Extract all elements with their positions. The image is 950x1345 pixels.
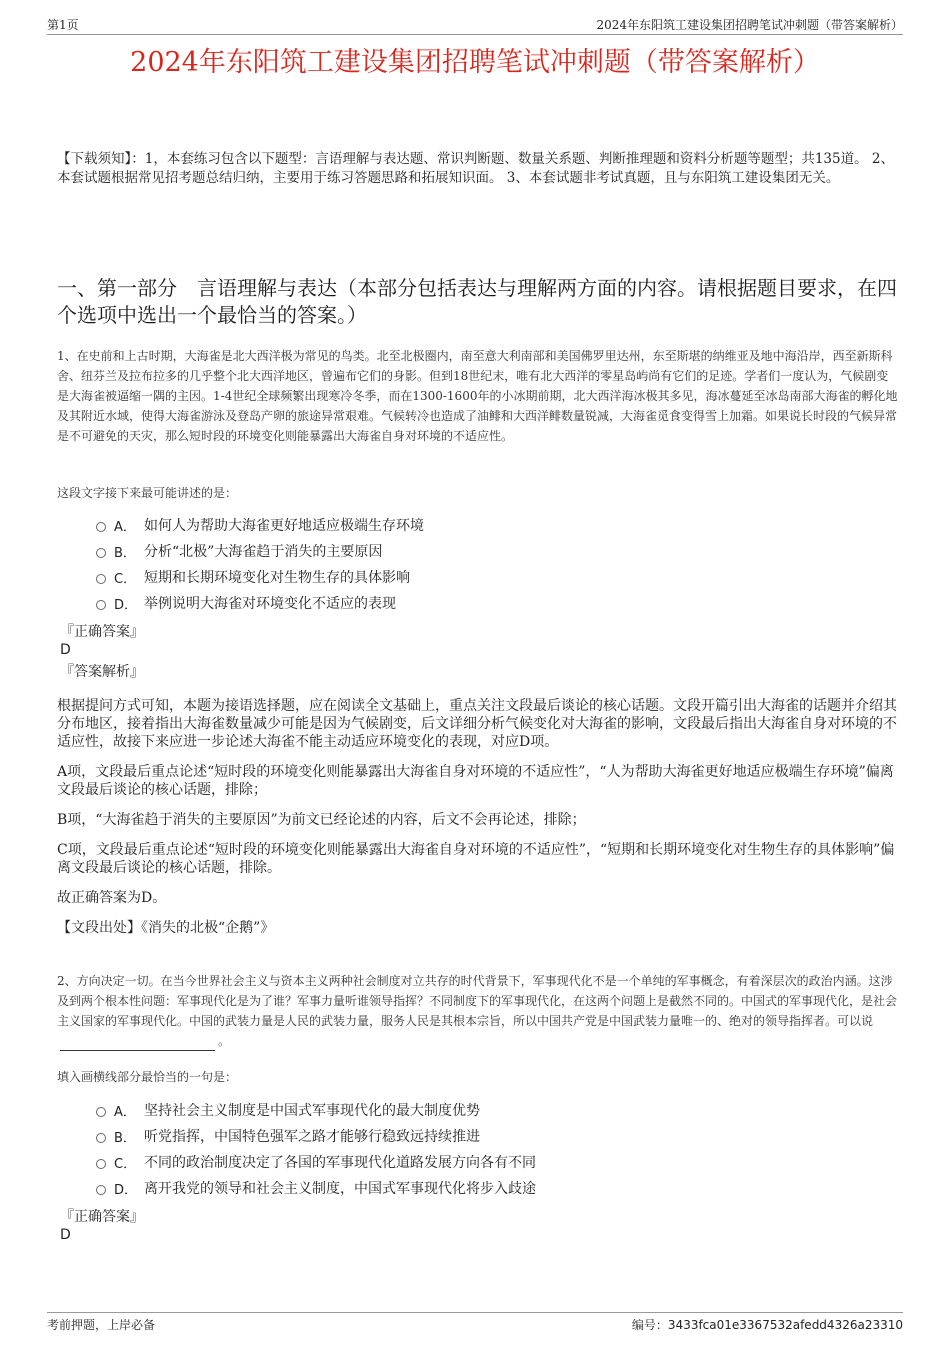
radio-icon[interactable] (96, 1107, 106, 1117)
analysis-paragraph: 故正确答案为D。 (57, 890, 167, 906)
document-title: 2024年东阳筑工建设集团招聘笔试冲刺题（带答案解析） (130, 47, 820, 78)
header-doc-title: 2024年东阳筑工建设集团招聘笔试冲刺题（带答案解析） (596, 18, 903, 32)
q2-option-b[interactable]: B． 听党指挥，中国特色强军之路才能够行稳致远持续推进 (96, 1123, 876, 1149)
q2-answer: D (60, 1227, 71, 1243)
radio-icon[interactable] (96, 548, 106, 558)
question-1-prompt: 这段文字接下来最可能讲述的是： (57, 486, 238, 500)
analysis-paragraph: C项，文段最后重点论述“短时段的环境变化则能暴露出大海雀自身对环境的不适应性”，“短期和长期环境变化对生物生存的具体影响”偏离文段最后谈论的核心话题，排除。 (57, 842, 895, 876)
analysis-paragraph: 根据提问方式可知，本题为接语选择题，应在阅读全文基础上，重点关注文段最后谈论的核心话题。文段开篇引出大海雀的话题并介绍其分布地区，接着指出大海雀数量减少可能是因为气候剧变，后文详细分析气候变化对大海雀的影响，文段最后指出大海雀自身对环境的不适应性，故接下来应进一步论述大海雀不能主动适应环境变化的表现，对应D项。 (57, 698, 897, 750)
section-heading: 一、第一部分 言语理解与表达（本部分包括表达与理解两方面的内容。请根据题目要求，在四个选项中选出一个最恰当的答案。） (57, 276, 897, 327)
fill-blank (60, 1036, 215, 1051)
text-source: 【文段出处】《消失的北极“企鹅”》 (57, 920, 275, 936)
question-2-options (96, 1097, 876, 1201)
q1-analysis-label: 『答案解析』 (60, 664, 144, 680)
footer-slogan: 考前押题，上岸必备 (47, 1318, 156, 1332)
page-header (47, 14, 903, 35)
analysis-paragraph: B项，“大海雀趋于消失的主要原因”为前文已经论述的内容，后文不会再论述，排除； (57, 812, 586, 828)
q1-option-c[interactable]: C． 短期和长期环境变化对生物生存的具体影响 (96, 564, 876, 590)
radio-icon[interactable] (96, 522, 106, 532)
radio-icon[interactable] (96, 1185, 106, 1195)
download-notice: 【下载须知】：1，本套练习包含以下题型：言语理解与表达题、常识判断题、数量关系题、判断推理题和资料分析题等题型；共135道。 2、本套试题根据常见招考题总结归纳，主要用于练习答题思路和拓展知识面。 3、本套试题非考试真题，且与东阳筑工建设集团无关。 (57, 151, 894, 186)
q1-option-d[interactable]: D． 举例说明大海雀对环境变化不适应的表现 (96, 590, 876, 616)
question-2-prompt: 填入画横线部分最恰当的一句是： (57, 1070, 238, 1084)
q2-answer-label: 『正确答案』 (60, 1209, 144, 1225)
q2-option-c[interactable]: C． 不同的政治制度决定了各国的军事现代化道路发展方向各有不同 (96, 1149, 876, 1175)
radio-icon[interactable] (96, 600, 106, 610)
q1-analysis (57, 697, 899, 949)
analysis-paragraph: A项，文段最后重点论述“短时段的环境变化则能暴露出大海雀自身对环境的不适应性”，“人为帮助大海雀更好地适应极端生存环境”偏离文段最后谈论的核心话题，排除； (57, 764, 894, 798)
document-code: 编号：3433fca01e3367532afedd4326a23310 (631, 1318, 903, 1332)
question-2-text: 2、方向决定一切。在当今世界社会主义与资本主义两种社会制度对立共存的时代背景下，军事现代化不是一个单纯的军事概念，有着深层次的政治内涵。这涉及到两个根本性问题：军事现代化是为了谁？军事力量听谁领导指挥？不同制度下的军事现代化，在这两个问题上是截然不同的。中国式的军事现代化，是社会主义国家的军事现代化。中国的武装力量是人民的武装力量，服务人民是其根本宗旨，所以中国共产党是中国武装力量唯一的、绝对的领导指挥者。可以说。 (57, 971, 899, 1051)
radio-icon[interactable] (96, 574, 106, 584)
q1-option-a[interactable]: A． 如何人为帮助大海雀更好地适应极端生存环境 (96, 512, 876, 538)
page-number: 第1页 (47, 18, 79, 32)
q1-answer: D (60, 642, 71, 658)
q2-option-a[interactable]: A． 坚持社会主义制度是中国式军事现代化的最大制度优势 (96, 1097, 876, 1123)
q1-answer-label: 『正确答案』 (60, 624, 144, 640)
q2-option-d[interactable]: D． 离开我党的领导和社会主义制度，中国式军事现代化将步入歧途 (96, 1175, 876, 1201)
radio-icon[interactable] (96, 1133, 106, 1143)
radio-icon[interactable] (96, 1159, 106, 1169)
q1-option-b[interactable]: B． 分析“北极”大海雀趋于消失的主要原因 (96, 538, 876, 564)
page-footer (47, 1312, 903, 1332)
question-1-options (96, 512, 876, 616)
question-1-text: 1、在史前和上古时期，大海雀是北大西洋极为常见的鸟类。北至北极圈内，南至意大利南部和美国佛罗里达州，东至斯堪的纳维亚及地中海沿岸，西至新斯科舍、纽芬兰及拉布拉多的几乎整个北大西洋地区，曾遍布它们的身影。但到18世纪末，唯有北大西洋的零星岛屿尚有它们的足迹。学者们一度认为，气候剧变是大海雀被逼缩一隅的主因。1-4世纪全球频繁出现寒冷冬季，而在1300-1600年的小冰期前期，北大西洋海冰极其多见，海冰蔓延至冰岛南部大海雀的孵化地及其附近水域，使得大海雀游泳及登岛产卵的旅途异常艰难。气候转冷也造成了油鲱和大西洋鲱数量锐减，大海雀觅食变得雪上加霜。如果说长时段的气候异常是不可避免的天灾，那么短时段的环境变化则能暴露出大海雀自身对环境的不适应性。 (57, 349, 898, 443)
